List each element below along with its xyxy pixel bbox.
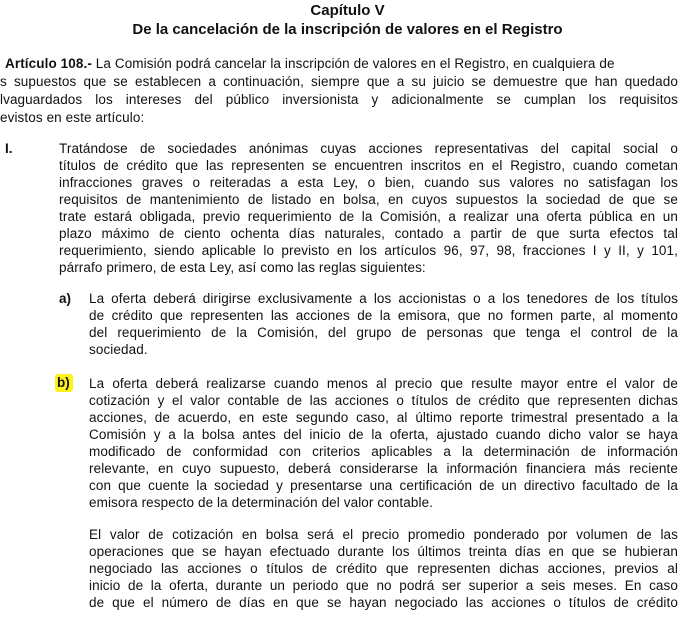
item-line: El valor de cotización en bolsa será el precio promedio ponderado por volumen de las [89,527,678,542]
highlight-mark: b) [55,374,73,392]
item-line: de crédito que representen las acciones de la emisora, que no formen parte, al momento [89,308,678,323]
item-line: de que el número de días en que se hayan negociado las acciones o títulos de crédito [89,595,678,610]
chapter-subtitle: De la cancelación de la inscripción de valores en el Registro [132,21,563,38]
article-line: lvaguardados los intereses del público inversionista y adicionalmente se cumplan los requisitos [0,92,678,107]
article-line: s supuestos que se establecen a continuación, siempre que a su juicio se demuestre que han quedado [0,74,678,89]
section-line: trate estará obligada, previo requerimiento de la Comisión, a realizar una oferta pública en un [59,209,678,224]
item-line: negociado las acciones o títulos de crédito que representen dichas acciones, previos al [89,561,678,576]
item-line: acciones, de acuerdo, en este segundo caso, al último reporte trimestral presentado a la [89,410,678,425]
article-line: La Comisión podrá cancelar la inscripción de valores en el Registro, en cualquiera de [95,56,615,71]
section-line: plazo máximo de ciento ochenta días naturales, contado a partir de que surta efectos tal [59,226,678,241]
section-marker: I. [5,141,13,156]
item-line: con que cuente la sociedad y presentarse una certificación de un directivo facultado de la [89,478,678,493]
section-line: requerimiento, siendo aplicable lo previsto en los artículos 96, 97, 98, fracciones I y II, y 101, [59,243,678,258]
item-line: operaciones que se hayan efectuado durante los últimos treinta días en que se hubieran [89,544,678,559]
section-line: títulos de crédito que las representen se encuentren inscritos en el Registro, cuando cometan [59,158,678,173]
item-line: emisora respecto de la determinación del valor contable. [89,495,434,510]
item-line: modificado de conformidad con criterios aplicables a la determinación de información [89,444,678,459]
article-line: evistos en este artículo: [0,110,145,125]
item-line: relevante, en cuyo supuesto, deberá considerarse la información financiera más reciente [89,461,678,476]
article-first-line [5,56,615,72]
article-label: Artículo 108.- [5,56,92,71]
section-line: requisitos de mantenimiento de listado en bolsa, en cuyos supuestos la sociedad de que se [59,192,678,207]
item-line: La oferta deberá realizarse cuando menos al precio que resulte mayor entre el valor de [89,376,678,391]
item-line: Comisión y a la bolsa antes del inicio de la oferta, ajustado cuando dicho valor se haya [89,427,678,442]
item-line: La oferta deberá dirigirse exclusivamente a los accionistas o a los tenedores de los títulos [89,291,678,306]
chapter-title: Capítulo V [310,2,385,19]
item-line: inicio de la oferta, durante un periodo que no podrá ser superior a seis meses. En caso [89,578,678,593]
item-line: del requerimiento de la Comisión, del grupo de personas que tenga el control de la [89,325,678,340]
item-line: cotización y el valor contable de las acciones o títulos de crédito que representen dichas [89,393,678,408]
item-marker-highlighted [57,375,73,391]
section-line: párrafo primero, de esta Ley, así como las reglas siguientes: [59,260,426,275]
item-marker: a) [59,291,72,306]
section-line: infracciones graves o reiteradas a esta Ley, o bien, cuando sus valores no satisfagan los [59,175,678,190]
section-line: Tratándose de sociedades anónimas cuyas acciones representativas del capital social o [59,141,678,156]
item-line: sociedad. [89,342,148,357]
